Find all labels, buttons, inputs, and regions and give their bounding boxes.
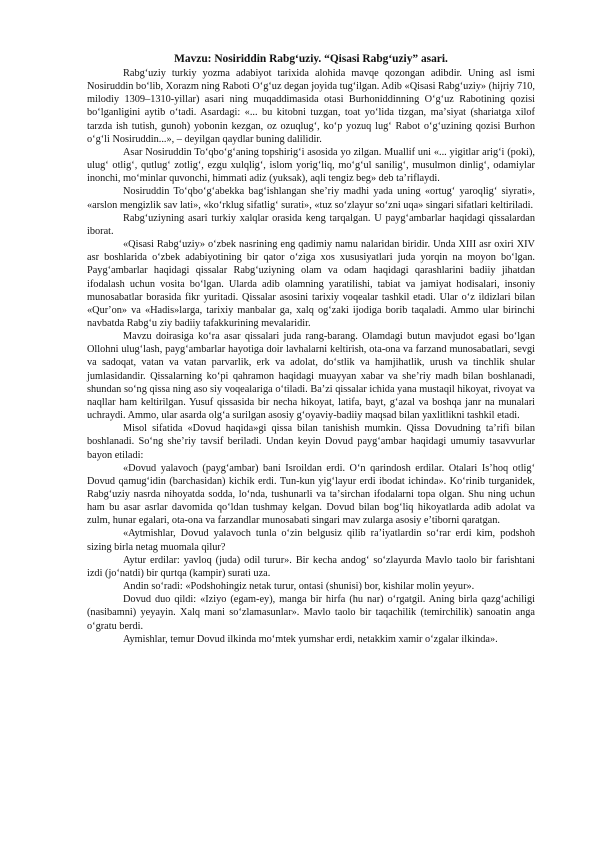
paragraph: Mavzu doirasiga koʻra asar qissalari juda rang-barang. Olamdagi butun mavjudot egasi boʻlgan Ollohni ulugʻlash, paygʻambarlar hayotiga doir lavhalarni keltirish, ota-ona va farzand munosabatlari, sevgi va sadoqat, vatan va vatan parvarlik, erk va adolat, doʻstlik va hamjihatlik, urush va tinchlik shular jumlasidandir. Qissalarning koʻpi qahramon haqidagi muayyan xabar va sheʼriy madh bilan boshlanadi, shundan soʻng qissa ning aso siy voqealariga oʻtiladi. Baʼzi qissalar ichida yana mustaqil hikoyat, rivoyat va naqllar ham keltirilgan. Yusuf qissasida bir necha hikoyat, latifa, bayt, gʻazal va boshqa janr na munalari uchraydi. Ammo, ular asarda olgʻa surilgan asosiy gʻoyaviy-badiiy maqsad bilan yaxlitlikni tashkil etadi. xyxy=(87,331,535,422)
paragraph: Rabgʻuziyning asari turkiy xalqlar orasida keng tarqalgan. U paygʻambarlar haqidagi qissalardan iborat. xyxy=(87,212,535,237)
document-title: Mavzu: Nosiriddin Rabgʻuziy. “Qisasi Rabgʻuziy” asari. xyxy=(174,53,448,65)
paragraph: «Dovud yalavoch (paygʻambar) bani Isroildan erdi. Oʻn qarindosh erdilar. Otalari Isʼhoq otligʻ Dovud qamugʻidin (barchasidan) kichik erdi. Tun-kun yigʻlayur erdi ibodat ichinda». Koʻrinib turganidek, Rabgʻuziy nasrda nihoyatda sodda, loʻnda, tushunarli va taʼsirchan ifodalarni topa olgan. Shu ning uchun ham bu asar asrlar davomida qoʻldan tushmay kelgan. Dovud bilan bogʻliq hikoyatlarda adib adolat va zulm, hunar egalari, ota-ona va farzandlar munosabati singari mav zularga asosiy eʼtiborni qaratgan. xyxy=(87,462,535,527)
document-page xyxy=(87,52,535,646)
paragraph: Aymishlar, temur Dovud ilkinda moʻmtek yumshar erdi, netakkim xamir oʻzgalar ilkinda». xyxy=(123,633,498,645)
paragraph: Misol sifatida «Dovud haqida»gi qissa bilan tanishish mumkin. Qissa Dovudning taʼrifi bilan boshlanadi. Soʻng sheʼriy tavsif beriladi. Undan keyin Dovud paygʻambar haqidagi umumiy tasavvurlar bayon etiladi: xyxy=(87,423,535,461)
paragraph: Andin soʻradi: «Podshohingiz netak turur, ontasi (shunisi) bor, kishilar molin yeyur». xyxy=(123,581,475,593)
paragraph: Aytur erdilar: yavloq (juda) odil turur». Bir kecha andogʻ soʻzlayurda Mavlo taolo bir farishtani izdi (joʻnatdi) bir qurtqa (kampir) surati uza. xyxy=(87,554,535,579)
paragraph: Dovud duo qildi: «Iziyo (egam-ey), manga bir hirfa (hu nar) oʻrgatgil. Aning birla qazgʻachiligi (nasibamni) yeyayin. Xalq mani soʻzlamasunlar». Mavlo taolo bir taqachilik (temirchilik) sanoatin anga oʻgratu berdi. xyxy=(87,594,535,632)
paragraph: Rabgʻuziy turkiy yozma adabiyot tarixida alohida mavqe qozongan adibdir. Uning asl ismi Nosiruddin boʻlib, Xorazm ning Raboti Oʻgʻuz degan joyida tugʻilgan. Adib «Qisasi Rabgʻuziy» (hijriy 710, milodiy 1309–1310-yillar) asari ning muqaddimasida otasi Burhoniddinning Oʻgʻuz Rabotining qozisi boʻlganligini aytib oʻtadi. Asardagi: «... bu kitobni tuzgan, toat yoʻlida tizgan, maʼsiyat (shariatga xilof tarzda ish tutish, gunoh) yobonin kezgan, oz ozuqlugʻ, koʻp yozuq lugʻ Rabot oʻgʻuzining qozisi Burhon oʻgʻli Nosiruddin...», – deyilgan qaydlar buning dalilidir. xyxy=(87,68,535,145)
paragraph: Nosiruddin Toʻqboʻgʻabekka bagʻishlangan sheʼriy madhi yada uning «ortugʻ yaroqligʻ siyrati», «arslon mengizlik sav lati», «koʻrklug sifatligʻ surati», «tuz soʻzlayur soʻzni uqa» singari sifatlari keltiriladi. xyxy=(87,186,535,211)
paragraph: Asar Nosiruddin Toʻqboʻgʻaning topshirigʻi asosida yo zilgan. Muallif uni «... yigitlar arigʻi (poki), ulugʻ otligʻ, qutlugʻ zotligʻ, ezgu xulqligʻ, islom yorigʻliq, moʻgʻul saniligʻ, musulmon dinligʻ, odamiylar inonchi, moʻminlar quvonchi, himmati adiz (yuksak), aqli tengiz beg» deb taʼriflaydi. xyxy=(87,146,535,185)
paragraph: «Aytmishlar, Dovud yalavoch tunla oʻzin belgusiz qilib raʼiyatlardin soʻrar erdi kim, podshoh sizing birla netag muomala qilur? xyxy=(87,528,535,553)
paragraph: «Qisasi Rabgʻuziy» oʻzbek nasrining eng qadimiy namu nalaridan biridir. Unda XIII asr oxiri XIV asr boshlarida oʻzbek adabiyotining bir qator oʻziga xos xususiyatlari juda yorqin na moyon boʻlgan. Paygʻambarlar haqidagi qissalar Rabgʻuziyning olam va odam haqidagi qarashlarini badiiy jihatdan ifodalash uchun vosita boʻlgan. Ularda adib olamning yaratilishi, tabiat va jamiyat hodisalari, insoniy munosabatlar borasida fikr yuritadi. Qissalar asosini tarixiy voqealar tashkil etadi. Ular oʻz ildizlari bilan «Qurʼon» va «Hadis»larga, tarixiy manbalar ga, xalq ogʻzaki ijodiga borib taqaladi. Ammo ular birinchi navbatda Rabgʻu ziy badiiy tafakkurining mevalaridir. xyxy=(87,239,535,329)
